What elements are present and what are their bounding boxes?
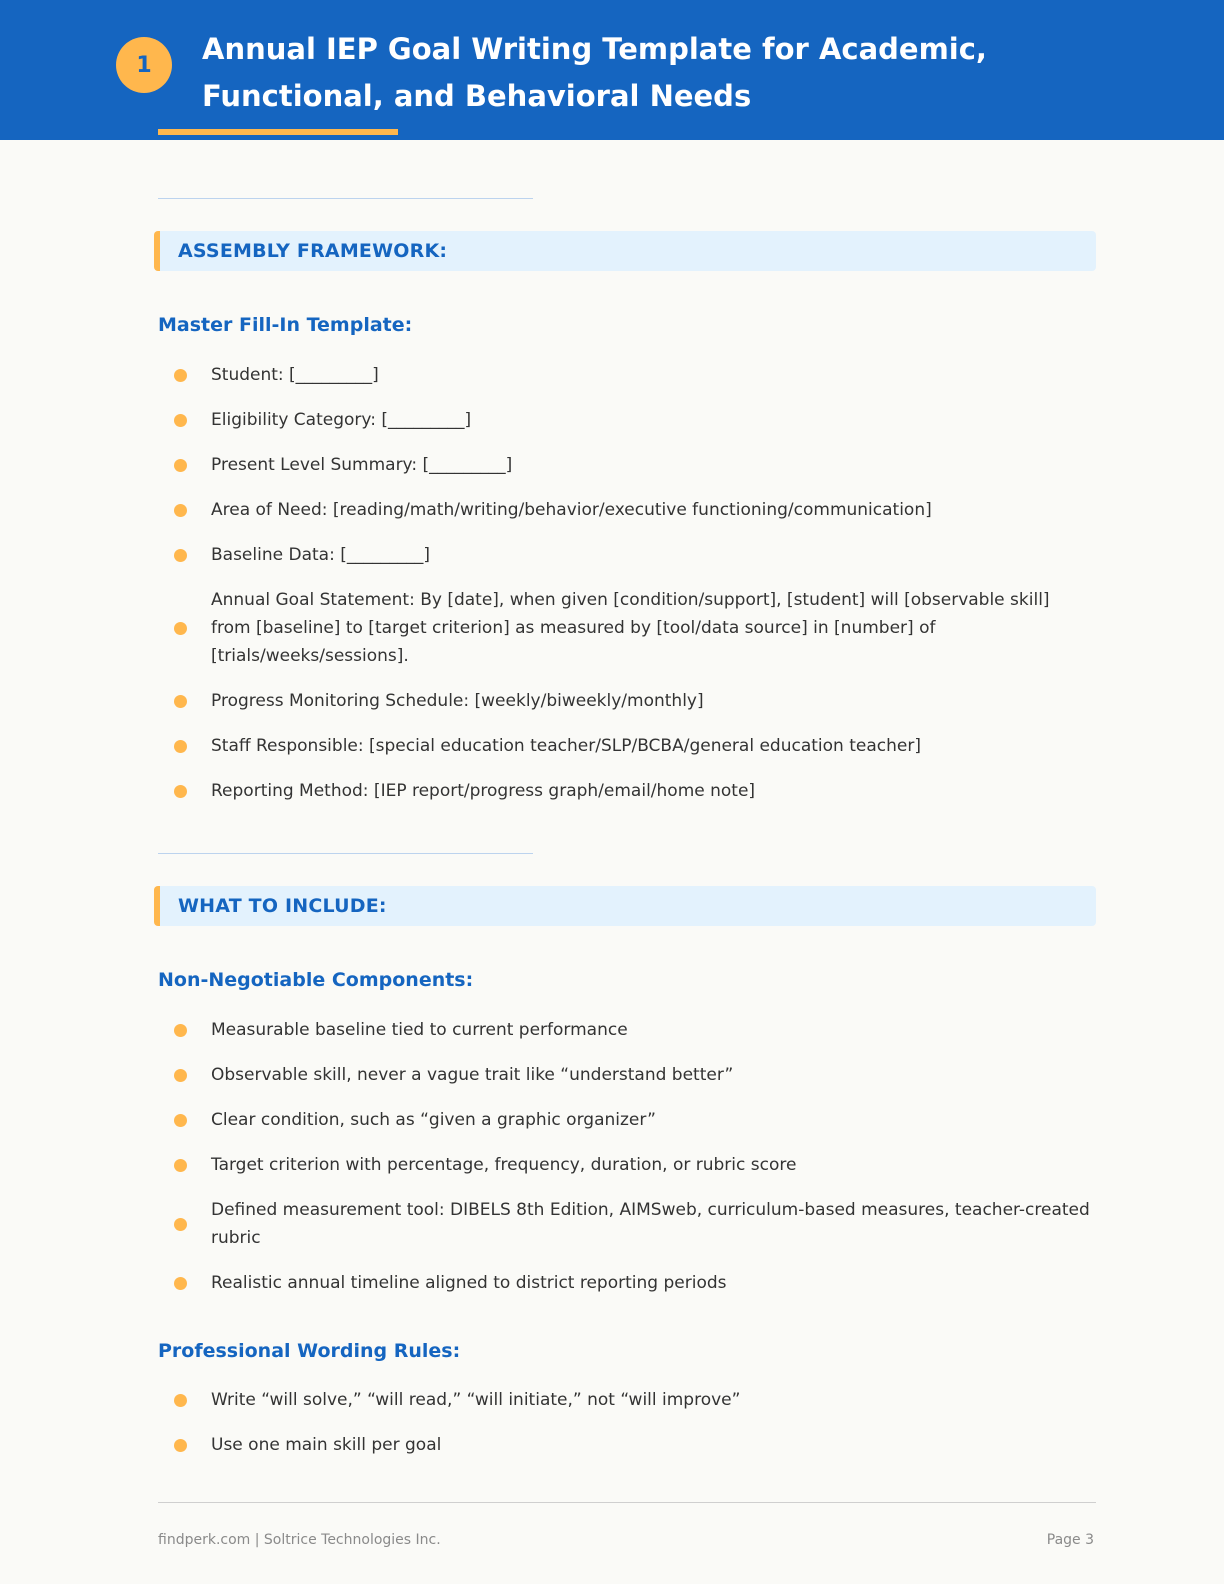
section-number-badge: 1 bbox=[116, 37, 172, 93]
list-item bbox=[174, 586, 1094, 670]
bullet-dot-icon bbox=[174, 785, 187, 798]
bullet-dot-icon bbox=[174, 504, 187, 517]
list-item bbox=[174, 732, 1094, 760]
list-item-text: Measurable baseline tied to current performance bbox=[211, 1020, 628, 1040]
list-item-text: Realistic annual timeline aligned to district reporting periods bbox=[211, 1273, 727, 1293]
page-number: Page 3 bbox=[1046, 1532, 1094, 1548]
bullet-dot-icon bbox=[174, 1024, 187, 1037]
list-item-text: Baseline Data: [_________] bbox=[211, 545, 430, 565]
page-title-line-1: Annual IEP Goal Writing Template for Academic, bbox=[202, 32, 987, 66]
bullet-dot-icon bbox=[174, 740, 187, 753]
list-item-text: Student: [_________] bbox=[211, 365, 379, 385]
list-item bbox=[174, 687, 1094, 715]
bullet-dot-icon bbox=[174, 622, 187, 635]
list-item bbox=[174, 541, 1094, 569]
section-divider bbox=[158, 198, 533, 199]
list-item bbox=[174, 451, 1094, 479]
list-item bbox=[174, 1106, 1094, 1134]
list-item bbox=[174, 496, 1094, 524]
bullet-list-non-negotiable bbox=[174, 1016, 1094, 1314]
page-header bbox=[0, 0, 1224, 140]
list-item-text: Reporting Method: [IEP report/progress graph/email/home note] bbox=[211, 781, 756, 801]
section-banner-label: ASSEMBLY FRAMEWORK: bbox=[178, 240, 448, 262]
list-item bbox=[174, 406, 1094, 434]
list-item bbox=[174, 361, 1094, 389]
bullet-dot-icon bbox=[174, 414, 187, 427]
bullet-dot-icon bbox=[174, 549, 187, 562]
bullet-dot-icon bbox=[174, 459, 187, 472]
bullet-dot-icon bbox=[174, 1439, 187, 1452]
list-item-text: Present Level Summary: [_________] bbox=[211, 455, 513, 475]
subsection-heading-non-negotiable: Non-Negotiable Components: bbox=[158, 969, 474, 991]
bullet-dot-icon bbox=[174, 369, 187, 382]
list-item bbox=[174, 1431, 1094, 1459]
list-item-text: Eligibility Category: [_________] bbox=[211, 410, 472, 430]
list-item bbox=[174, 1061, 1094, 1089]
bullet-dot-icon bbox=[174, 1114, 187, 1127]
list-item bbox=[174, 1196, 1094, 1252]
list-item bbox=[174, 1016, 1094, 1044]
bullet-dot-icon bbox=[174, 1218, 187, 1231]
subsection-heading-master-template: Master Fill-In Template: bbox=[158, 314, 413, 336]
list-item-text: Write “will solve,” “will read,” “will initiate,” not “will improve” bbox=[211, 1390, 741, 1410]
bullet-dot-icon bbox=[174, 1277, 187, 1290]
list-item-text: Defined measurement tool: DIBELS 8th Edition, AIMSweb, curriculum-based measures, teacher-created rubric bbox=[211, 1200, 1090, 1248]
list-item-text: Use one main skill per goal bbox=[211, 1435, 442, 1455]
bullet-dot-icon bbox=[174, 695, 187, 708]
bullet-dot-icon bbox=[174, 1159, 187, 1172]
footer-source: findperk.com | Soltrice Technologies Inc. bbox=[158, 1532, 441, 1548]
bullet-list-wording-rules bbox=[174, 1386, 1094, 1476]
list-item bbox=[174, 1151, 1094, 1179]
list-item bbox=[174, 1386, 1094, 1414]
list-item-text: Area of Need: [reading/math/writing/behavior/executive functioning/communication] bbox=[211, 500, 932, 520]
section-banner-assembly-framework bbox=[154, 231, 1096, 271]
list-item bbox=[174, 1269, 1094, 1297]
list-item bbox=[174, 777, 1094, 805]
list-item-text: Annual Goal Statement: By [date], when given [condition/support], [student] will [observable skill] from [baseline] to [target criterion] as measured by [tool/data source] in [number] of [trials/weeks/sessions]. bbox=[211, 590, 1050, 666]
list-item-text: Clear condition, such as “given a graphic organizer” bbox=[211, 1110, 656, 1130]
list-item-text: Observable skill, never a vague trait like “understand better” bbox=[211, 1065, 734, 1085]
list-item-text: Progress Monitoring Schedule: [weekly/biweekly/monthly] bbox=[211, 691, 704, 711]
bullet-dot-icon bbox=[174, 1069, 187, 1082]
section-banner-label: WHAT TO INCLUDE: bbox=[178, 895, 387, 917]
page-title-line-2: Functional, and Behavioral Needs bbox=[202, 79, 752, 113]
bullet-list-master-template bbox=[174, 361, 1094, 822]
bullet-dot-icon bbox=[174, 1394, 187, 1407]
list-item-text: Staff Responsible: [special education teacher/SLP/BCBA/general education teacher] bbox=[211, 736, 921, 756]
list-item-text: Target criterion with percentage, frequency, duration, or rubric score bbox=[211, 1155, 797, 1175]
title-accent-underline bbox=[158, 129, 398, 135]
section-divider bbox=[158, 853, 533, 854]
page-title bbox=[202, 26, 1102, 120]
section-banner-what-to-include bbox=[154, 886, 1096, 926]
footer-divider bbox=[158, 1502, 1096, 1503]
subsection-heading-wording-rules: Professional Wording Rules: bbox=[158, 1340, 461, 1362]
